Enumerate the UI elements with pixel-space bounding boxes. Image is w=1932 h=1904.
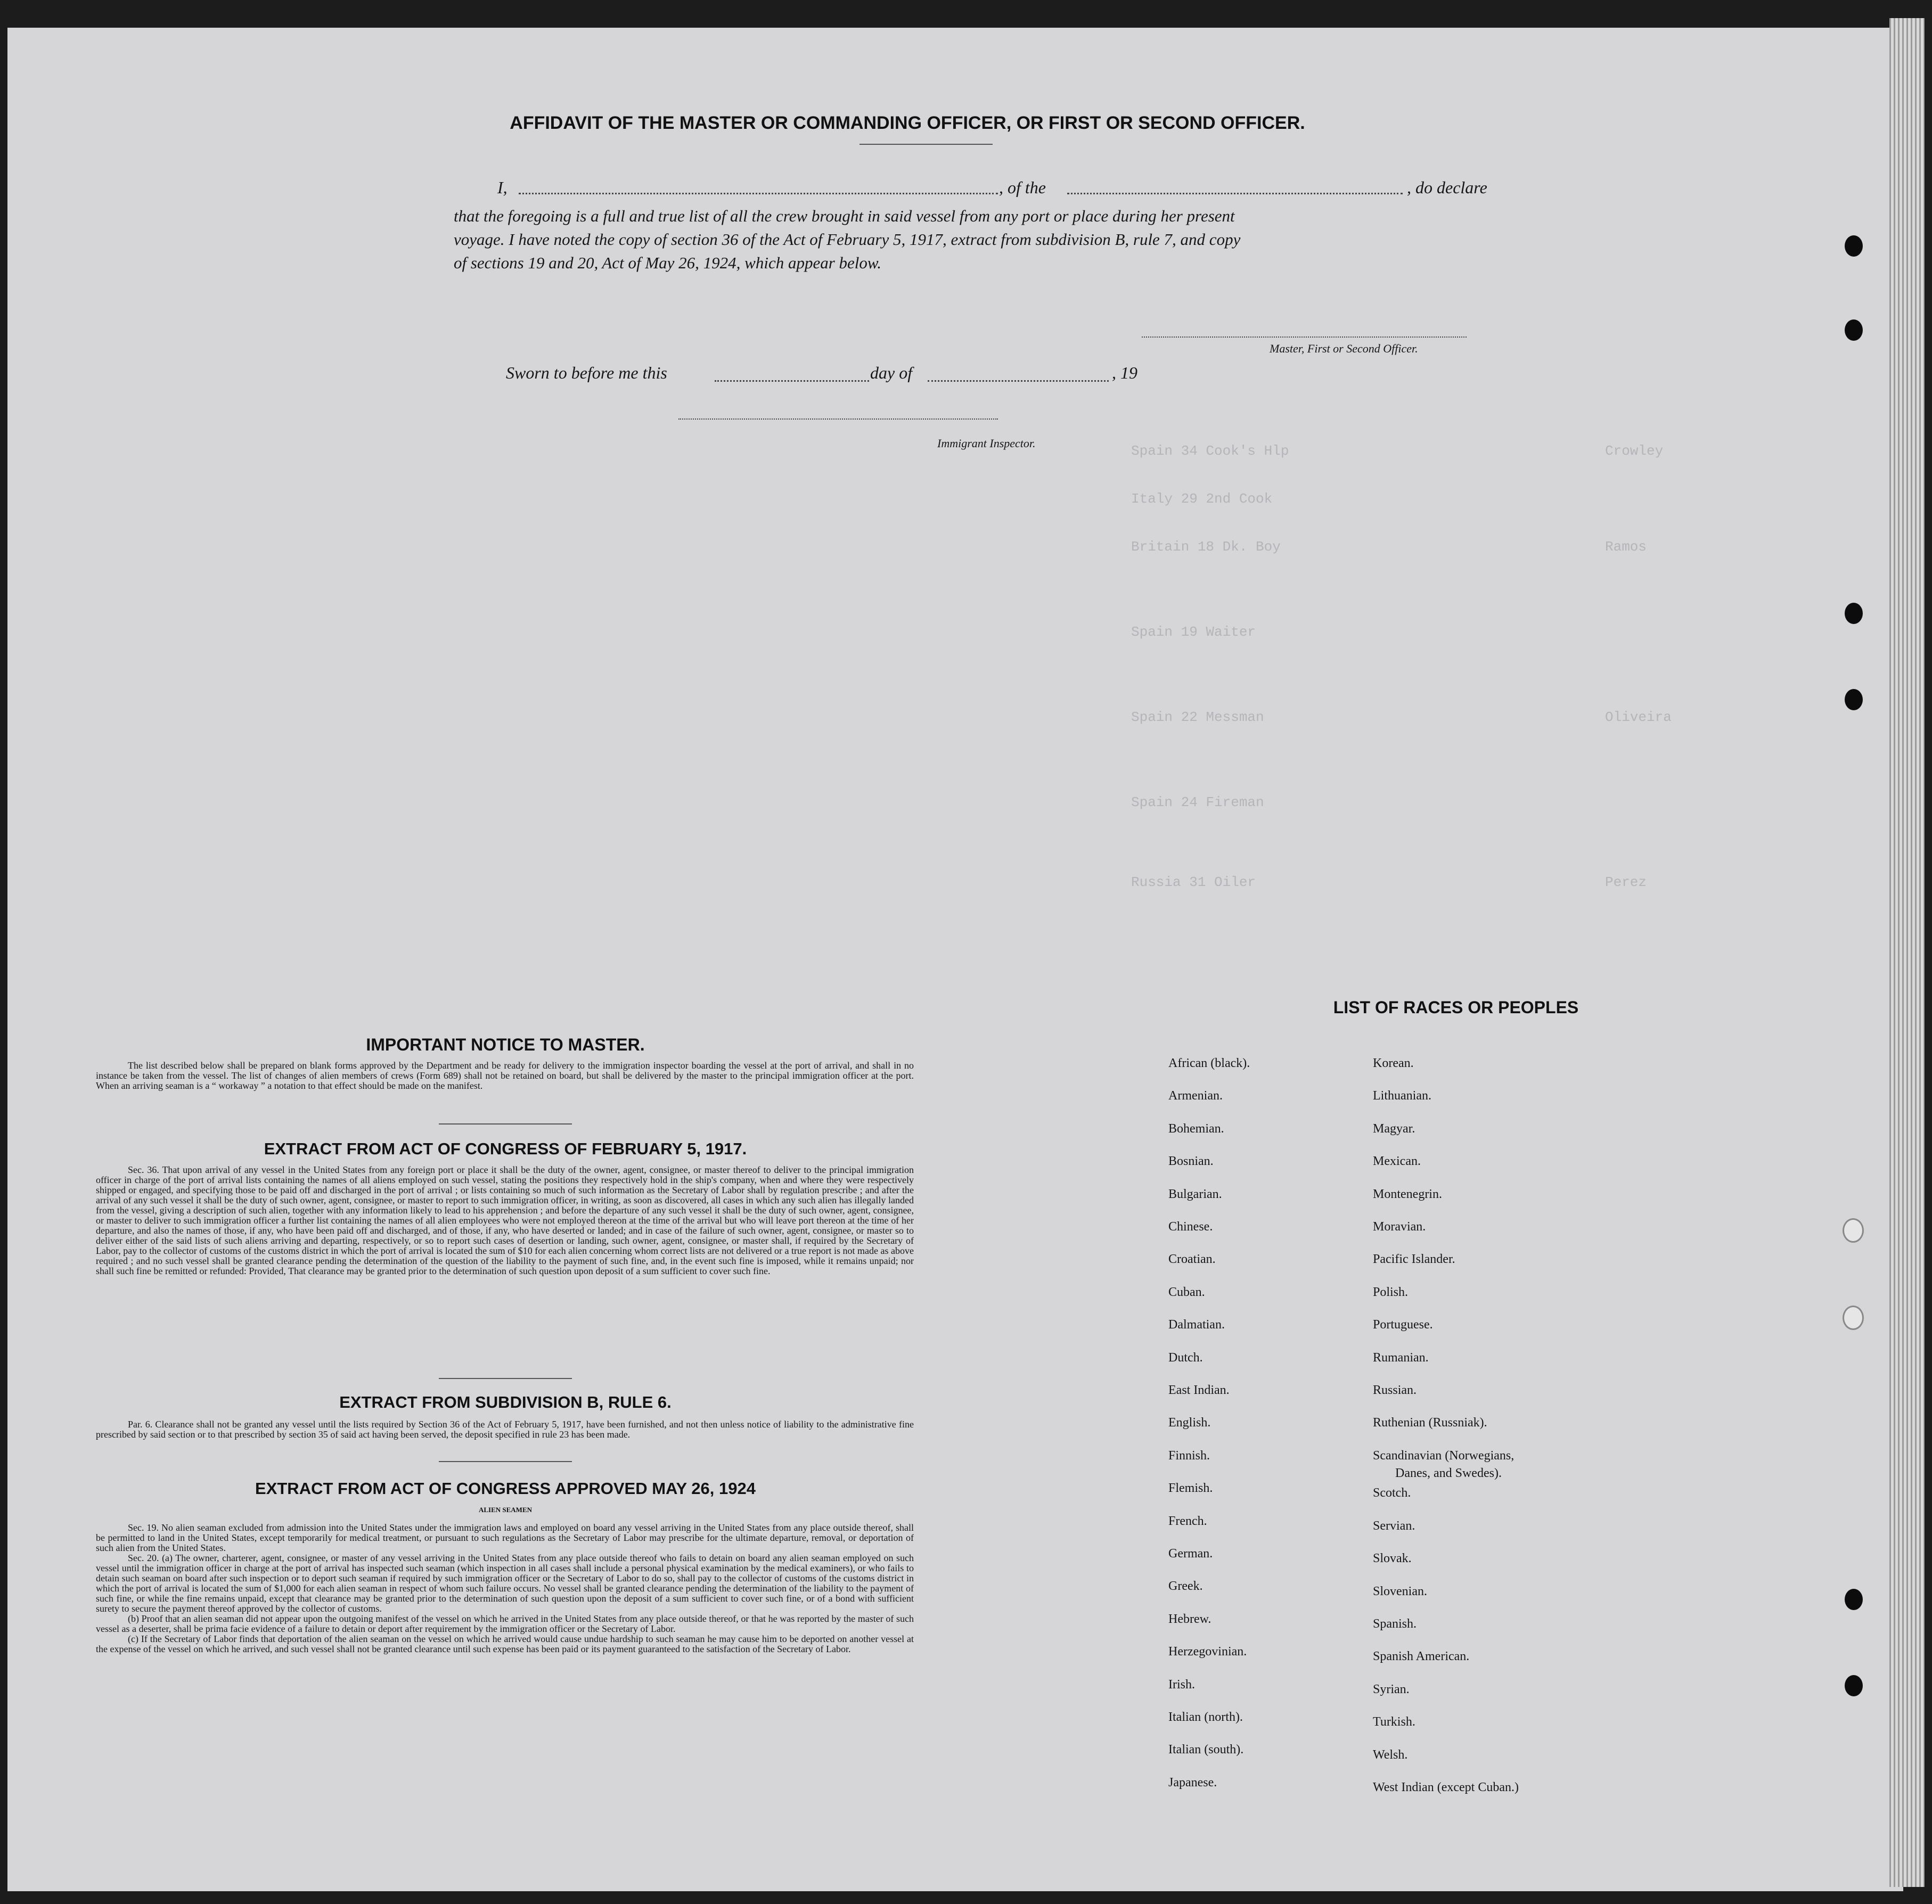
race-item: Flemish. <box>1168 1481 1213 1495</box>
race-item: Irish. <box>1168 1678 1195 1692</box>
punch-hole <box>1845 689 1863 710</box>
race-item: German. <box>1168 1547 1213 1561</box>
affidavit-i-label: I, <box>497 178 507 197</box>
race-item: Mexican. <box>1373 1154 1421 1168</box>
day-of-label: day of <box>870 363 913 382</box>
race-item: West Indian (except Cuban.) <box>1373 1780 1519 1794</box>
affidavit-line-2: that the foregoing is a full and true list of all the crew brought in said vessel from any port or place during her present <box>454 207 1235 225</box>
race-item: Finnish. <box>1168 1449 1210 1463</box>
race-item: Spanish American. <box>1373 1649 1470 1663</box>
race-item: English. <box>1168 1416 1211 1430</box>
document-page: Spain 34 Cook's Hlp Italy 29 2nd Cook Britain 18 Dk. Boy Spain 19 Waiter Spain 22 Messman Spain 24 Fireman Russia 31 Oiler Crowley Ramos Oliveira Perez AFFIDAVIT OF THE MASTER OR COMMANDING OFFICER, OR FIRST OR SECOND OFFICER. I, , of the , do declare that the foregoing is a full and true list of all the crew brought in said vessel from any port or place during her present voyage. I have noted the copy of section 36 of the Act of February 5, 1917, extract from subdivision B, rule 7, and copy of sections 19 and 20, Act of May 26, 1924, which appear below. Master, First or Second Officer. Sworn to before me this day of , 19 Immigrant Inspector. IMPORTANT NOTICE TO MASTER. The list described below shall be prepared on blank forms approved by the Department and be ready for delivery to the immigration inspector boarding the vessel at the port of arrival, and shall in no instance be taken from the vessel. The list of changes of alien members of crews (Form 689) shall not be retained on board, but shall be delivered by the master to the principal immigration officer at the port. When an arriving seaman is a “ workaway ” a notation to that effect should be made on the manifest. EXTRACT FROM ACT OF CONGRESS OF FEBRUARY 5, 1917. Sec. 36. That upon arrival of any vessel in the United States from any foreign port or place it shall be the duty of the owner, agent, consignee, or master thereof to deliver to the principal immigration officer in charge of the port of arrival lists containing the names of all aliens employed on such vessel, stating the positions they respectively hold in the ship's company, when and where they were respectively shipped or engaged, and specifying those to be paid off and discharged in the port of arrival ; or lists containing so much of such information as the Secretary of Labor shall by regulation prescribe ; and after the arrival of any such vessel it shall be the duty of such owner, agent, consignee, or master to report to such immigration officer, in writing, as soon as discovered, all cases in which any such alien has illegally landed from the vessel, giving a description of such alien, together with any information likely to lead to his apprehension ; and before the departure of any such vessel it shall be the duty of such owner, agent, consignee, or master to deliver to such immigration officer a further list containing the names of all alien employees who were not employed thereon at the time of the arrival but who will leave port thereon at the time of her departure, and also the names of those, if any, who have been paid off and discharged, and of those, if any, who have deserted or landed; and in case of the failure of such owner, agent, consignee, or master so to deliver either of the said lists of such aliens arriving and departing, respectively, or so to report such cases of desertion or landing, such owner, agent, consignee, or master shall, if required by the Secretary of Labor, pay to the collector of customs of the customs district in which the port of arrival is located the sum of $10 for each alien concerning whom correct lists are not delivered or a true report is not made as above required ; and no such vessel shall be granted clearance pending the determination of the question of the liability to the payment of such fine, and, in the event such fine is imposed, while it remains unpaid; nor shall such fine be remitted or refunded: Provided, That clearance may be granted prior to the determination of such question upon deposit of a sum sufficient to cover such fine. EXTRACT FROM SUBDIVISION B, RULE 6. Par. 6. Clearance shall not be granted any vessel until the lists required by Section 36 of the Act of February 5, 1917, have been furnished, and not then unless notice of liability to the administrative fine prescribed by said section or to that prescribed by section 35 of said act having been served, the deposit specified in rule 23 has been made. EXTRACT FROM ACT OF CONGRESS APPROVED MAY 26, 1924 ALIEN SEAMEN Sec. 19. No alien seaman excluded from admission into the United States under the immigration laws and employed on board any vessel arriving in the United States from any place outside thereof, shall be permitted to land in the United States, except temporarily for medical treatment, or pursuant to such regulations as the Secretary of Labor may prescribe for the ultimate departure, removal, or deportation of such alien from the United States. Sec. 20. (a) The owner, charterer, agent, consignee, or master of any vessel arriving in the United States from any place outside thereof who fails to detain on board any alien seaman employed on such vessel until the immigration officer in charge at the port of arrival has inspected such seaman (which inspection in all cases shall include a personal physical examination by the medical examiners), or who fails to detain such seaman on board after such inspection or to deport such seaman if required by such immigration officer or the Secretary of Labor to do so, shall pay to the collector of customs of the customs district in which the port of arrival is located the sum of $1,000 for each alien seaman in respect of whom such failure occurs. No vessel shall be granted clearance pending the determination of the liability to the payment of such fine, or while the fine remains unpaid, except that clearance may be granted prior to the determination of such question upon the deposit of a sum sufficient to cover such fine, or of a bond with sufficient surety to secure the payment thereof approved by the collector of customs. (b) Proof that an alien seaman did not appear upon the outgoing manifest of the vessel on which he arrived in the United States from any place outside thereof, or that he was reported by the master of such vessel as a deserter, shall be prima facie evidence of a failure to detain or deport after requirement by the immigration officer or the Secretary of Labor. (c) If the Secretary of Labor finds that deportation of the alien seaman on the vessel on which he arrived would cause undue hardship to such seaman he may cause him to be deported on another vessel at the expense of the vessel on which he arrived, and such vessel shall not be granted clearance until such expense has been paid or its payment guaranteed to the satisfaction of the Secretary of Labor. LIST OF RACES OR PEOPLES Danes, and Swedes). African (black). Armenian. Bohemian. Bosnian. Bulgarian. Chinese. Croatian. Cuban. Dalmatian. Dutch. East Indian. English. Finnish. Flemish. French. German. Greek. Hebrew. Herzegovinian. Irish. Italian (north). Italian (south). Japanese. Korean. Lithuanian. Magyar. Mexican. Montenegrin. Moravian. Pacific Islander. Polish. Portuguese. Rumanian. Russian. Ruthenian (Russniak). Scandinavian (Norwegians, Scotch. Servian. Slovak. Slovenian. Spanish. Spanish American. Syrian. Turkish. Welsh. West Indian (except Cuban.) <box>7 28 1903 1891</box>
race-item: Pacific Islander. <box>1373 1252 1455 1266</box>
page-stack-edge <box>1889 18 1925 1887</box>
name-blank-line[interactable] <box>519 193 998 194</box>
race-item: Italian (south). <box>1168 1743 1244 1757</box>
sworn-day-blank[interactable] <box>715 380 869 382</box>
race-item: Servian. <box>1373 1519 1415 1533</box>
race-item: Magyar. <box>1373 1122 1415 1136</box>
divider <box>859 144 993 145</box>
races-title: LIST OF RACES OR PEOPLES <box>1333 998 1579 1017</box>
extract-1924-title: EXTRACT FROM ACT OF CONGRESS APPROVED MAY 26, 1924 <box>255 1479 756 1498</box>
sec-20c-text: (c) If the Secretary of Labor finds that deportation of the alien seaman on the vessel on which he arrived would cause undue hardship to such seaman he may cause him to be deported on another vessel at the expense of the vessel on which he arrived, and such vessel shall not be granted clearance until such expense has been paid or its payment guaranteed to the satisfaction of the Secretary of Labor. <box>96 1634 914 1654</box>
race-item: Bulgarian. <box>1168 1187 1222 1201</box>
punch-hole <box>1845 319 1863 341</box>
race-item: Scotch. <box>1373 1486 1411 1500</box>
punch-hole <box>1845 1675 1863 1696</box>
affidavit-line-3: voyage. I have noted the copy of section 36 of the Act of February 5, 1917, extract from subdivision B, rule 7, and copy <box>454 230 1241 249</box>
extract-1917-title: EXTRACT FROM ACT OF CONGRESS OF FEBRUARY 5, 1917. <box>264 1139 747 1158</box>
race-item: Russian. <box>1373 1383 1417 1397</box>
punch-hole <box>1843 1218 1864 1243</box>
race-item: Scandinavian (Norwegians, <box>1373 1449 1515 1463</box>
rule-6-title: EXTRACT FROM SUBDIVISION B, RULE 6. <box>339 1393 672 1411</box>
sworn-month-blank[interactable] <box>928 380 1109 382</box>
race-item: Danes, and Swedes). <box>1395 1466 1502 1480</box>
affidavit-title: AFFIDAVIT OF THE MASTER OR COMMANDING OFFICER, OR FIRST OR SECOND OFFICER. <box>510 113 1305 133</box>
race-item: Ruthenian (Russniak). <box>1373 1416 1487 1430</box>
race-item: Portuguese. <box>1373 1318 1433 1332</box>
race-item: Turkish. <box>1373 1715 1415 1729</box>
affidavit-of-the: , of the <box>999 178 1046 197</box>
race-item: Welsh. <box>1373 1748 1408 1762</box>
inspector-signature-label: Immigrant Inspector. <box>937 437 1036 450</box>
affidavit-do-declare: , do declare <box>1407 178 1487 197</box>
notice-title: IMPORTANT NOTICE TO MASTER. <box>366 1035 645 1054</box>
race-item: Slovak. <box>1373 1552 1412 1565</box>
punch-hole <box>1843 1306 1864 1330</box>
race-item: Syrian. <box>1373 1683 1410 1696</box>
race-item: Japanese. <box>1168 1776 1217 1790</box>
race-item: Herzegovinian. <box>1168 1645 1247 1659</box>
race-item: Montenegrin. <box>1373 1187 1442 1201</box>
race-item: Rumanian. <box>1373 1351 1429 1365</box>
extract-1924-body <box>96 1523 914 1654</box>
race-item: Croatian. <box>1168 1252 1216 1266</box>
race-item: Bosnian. <box>1168 1154 1214 1168</box>
race-item: Slovenian. <box>1373 1585 1427 1598</box>
race-item: French. <box>1168 1514 1207 1528</box>
vessel-blank-line[interactable] <box>1067 193 1403 194</box>
divider <box>439 1378 572 1379</box>
race-item: Lithuanian. <box>1373 1089 1431 1103</box>
race-item: Bohemian. <box>1168 1122 1224 1136</box>
race-item: Korean. <box>1373 1056 1414 1070</box>
inspector-signature-line[interactable] <box>678 418 998 420</box>
rule-6-text: Par. 6. Clearance shall not be granted any vessel until the lists required by Section 36 of the Act of February 5, 1917, have been furnished, and not then unless notice of liability to the administrative fine prescribed by said section or to that prescribed by section 35 of said act having been served, the deposit specified in rule 23 has been made. <box>96 1419 914 1440</box>
notice-text: The list described below shall be prepared on blank forms approved by the Department and be ready for delivery to the immigration inspector boarding the vessel at the port of arrival, and shall in no instance be taken from the vessel. The list of changes of alien members of crews (Form 689) shall not be retained on board, but shall be delivered by the master to the principal immigration officer at the port. When an arriving seaman is a “ workaway ” a notation to that effect should be made on the manifest. <box>96 1060 914 1091</box>
race-item: Polish. <box>1373 1285 1409 1299</box>
affidavit-line-4: of sections 19 and 20, Act of May 26, 1924, which appear below. <box>454 253 882 272</box>
punch-hole <box>1845 1589 1863 1610</box>
race-item: Cuban. <box>1168 1285 1205 1299</box>
sec-20a-text: Sec. 20. (a) The owner, charterer, agent, consignee, or master of any vessel arriving in the United States from any place outside thereof who fails to detain on board any alien seaman employed on such vessel until the immigration officer in charge at the port of arrival has inspected such seaman (which inspection in all cases shall include a personal physical examination by the medical examiners), or who fails to detain such seaman on board after such inspection or to deport such seaman if required by such immigration officer or the Secretary of Labor to do so, shall pay to the collector of customs of the customs district in which the port of arrival is located the sum of $1,000 for each alien seaman in respect of whom such failure occurs. No vessel shall be granted clearance pending the determination of the liability to the payment of such fine, or while the fine remains unpaid, except that clearance may be granted prior to the determination of such question upon the deposit of a sum sufficient to cover such fine, or of a bond with sufficient surety to secure the payment thereof approved by the collector of customs. <box>96 1553 914 1614</box>
race-item: Greek. <box>1168 1579 1203 1593</box>
race-item: African (black). <box>1168 1056 1250 1070</box>
race-item: Dutch. <box>1168 1351 1203 1365</box>
divider <box>439 1123 572 1125</box>
divider <box>439 1461 572 1462</box>
master-signature-label: Master, First or Second Officer. <box>1270 342 1418 355</box>
year-label: , 19 <box>1112 363 1137 382</box>
punch-hole <box>1845 603 1863 624</box>
extract-1924-subtitle: ALIEN SEAMEN <box>478 1506 533 1514</box>
extract-1917-text: Sec. 36. That upon arrival of any vessel in the United States from any foreign port or place it shall be the duty of the owner, agent, consignee, or master thereof to deliver to the principal immigration officer in charge of the port of arrival lists containing the names of all aliens employed on such vessel, stating the positions they respectively hold in the ship's company, when and where they were respectively shipped or engaged, and specifying those to be paid off and discharged in the port of arrival ; or lists containing so much of such information as the Secretary of Labor shall by regulation prescribe ; and after the arrival of any such vessel it shall be the duty of such owner, agent, consignee, or master to report to such immigration officer, in writing, as soon as discovered, all cases in which any such alien has illegally landed from the vessel, giving a description of such alien, together with any information likely to lead to his apprehension ; and before the departure of any such vessel it shall be the duty of such owner, agent, consignee, or master to deliver to such immigration officer a further list containing the names of all alien employees who were not employed thereon at the time of the arrival but who will leave port thereon at the time of her departure, and also the names of those, if any, who have been paid off and discharged, and of those, if any, who have deserted or landed; and in case of the failure of such owner, agent, consignee, or master so to deliver either of the said lists of such aliens arriving and departing, respectively, or so to report such cases of desertion or landing, such owner, agent, consignee, or master shall, if required by the Secretary of Labor, pay to the collector of customs of the customs district in which the port of arrival is located the sum of $10 for each alien concerning whom correct lists are not delivered or a true report is not made as above required ; and no such vessel shall be granted clearance pending the determination of the question of the liability to the payment of such fine, and, in the event such fine is imposed, while it remains unpaid; nor shall such fine be remitted or refunded: Provided, That clearance may be granted prior to the determination of such question upon deposit of a sum sufficient to cover such fine. <box>96 1164 914 1276</box>
punch-hole <box>1845 235 1863 257</box>
race-item: Chinese. <box>1168 1220 1213 1234</box>
sec-19-text: Sec. 19. No alien seaman excluded from admission into the United States under the immigration laws and employed on board any vessel arriving in the United States from any place outside thereof, shall be permitted to land in the United States, except temporarily for medical treatment, or pursuant to such regulations as the Secretary of Labor may prescribe for the ultimate departure, removal, or deportation of such alien from the United States. <box>96 1522 914 1553</box>
race-item: Armenian. <box>1168 1089 1223 1103</box>
master-signature-line[interactable] <box>1142 337 1467 338</box>
sec-20b-text: (b) Proof that an alien seaman did not appear upon the outgoing manifest of the vessel on which he arrived in the United States from any place outside thereof, or that he was reported by the master of such vessel as a deserter, shall be prima facie evidence of a failure to detain or deport after requirement by the immigration officer or the Secretary of Labor. <box>96 1613 914 1634</box>
race-item: East Indian. <box>1168 1383 1230 1397</box>
race-item: Spanish. <box>1373 1617 1417 1631</box>
race-item: Dalmatian. <box>1168 1318 1225 1332</box>
race-item: Hebrew. <box>1168 1612 1211 1626</box>
race-item: Italian (north). <box>1168 1710 1243 1724</box>
race-item: Moravian. <box>1373 1220 1426 1234</box>
sworn-label: Sworn to before me this <box>506 363 667 382</box>
